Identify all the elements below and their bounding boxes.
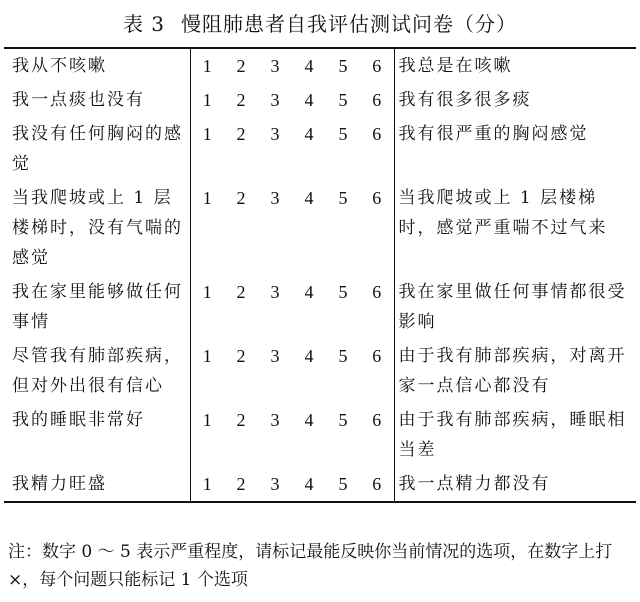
- score-option-6[interactable]: 6: [360, 48, 394, 83]
- score-option-2[interactable]: 2: [236, 188, 246, 208]
- score-option-5[interactable]: 5: [338, 188, 348, 208]
- score-option-1[interactable]: 1: [190, 275, 224, 339]
- right-statement: 我总是在咳嗽: [394, 48, 636, 83]
- score-option-5[interactable]: 5: [338, 346, 348, 366]
- score-option-4[interactable]: 4: [304, 188, 314, 208]
- table-number: 表 3: [122, 12, 166, 36]
- score-option-4[interactable]: 4: [304, 346, 314, 366]
- cat-questionnaire-table: [4, 47, 636, 503]
- left-statement: 我精力旺盛: [4, 467, 190, 502]
- score-option-4[interactable]: 4: [304, 410, 314, 430]
- score-option-6[interactable]: 6: [360, 467, 394, 502]
- table-row: [4, 275, 636, 339]
- score-option-3[interactable]: 3: [270, 346, 280, 366]
- right-statement: 由于我有肺部疾病，对离开家一点信心都没有: [398, 346, 627, 396]
- score-option-6[interactable]: 6: [360, 339, 394, 403]
- score-option-4[interactable]: 4: [304, 282, 314, 302]
- score-option-6[interactable]: 6: [360, 83, 394, 117]
- score-option-6[interactable]: 6: [360, 117, 394, 181]
- score-option-2[interactable]: 2: [224, 48, 258, 83]
- score-option-4[interactable]: 4: [292, 48, 326, 83]
- score-option-1[interactable]: 1: [190, 181, 224, 275]
- score-option-1[interactable]: 1: [190, 117, 224, 181]
- left-statement: 我没有任何胸闷的感觉: [12, 124, 183, 174]
- score-option-6[interactable]: 6: [360, 181, 394, 275]
- table-row: [4, 339, 636, 403]
- score-option-3[interactable]: 3: [270, 282, 280, 302]
- score-option-4[interactable]: 4: [304, 124, 314, 144]
- score-option-3[interactable]: 3: [270, 410, 280, 430]
- table-row: [4, 181, 636, 275]
- score-option-1[interactable]: 1: [190, 467, 224, 502]
- score-option-2[interactable]: 2: [236, 346, 246, 366]
- table-caption: 慢阻肺患者自我评估测试问卷（分）: [181, 12, 518, 36]
- left-statement: 我的睡眠非常好: [12, 410, 145, 430]
- score-option-3[interactable]: 3: [258, 48, 292, 83]
- right-statement: 由于我有肺部疾病，睡眠相当差: [398, 410, 627, 460]
- score-option-1[interactable]: 1: [190, 83, 224, 117]
- score-option-6[interactable]: 6: [360, 403, 394, 467]
- left-statement: 当我爬坡或上 1 层楼梯时，没有气喘的感觉: [12, 188, 183, 268]
- right-statement: 我有很严重的胸闷感觉: [398, 124, 589, 144]
- right-statement: 我在家里做任何事情都很受影响: [398, 282, 627, 332]
- score-option-3[interactable]: 3: [270, 188, 280, 208]
- score-option-2[interactable]: 2: [224, 467, 258, 502]
- score-option-5[interactable]: 5: [338, 410, 348, 430]
- score-option-5[interactable]: 5: [338, 90, 348, 110]
- score-option-6[interactable]: 6: [360, 275, 394, 339]
- score-option-5[interactable]: 5: [326, 48, 360, 83]
- score-option-5[interactable]: 5: [338, 282, 348, 302]
- score-option-3[interactable]: 3: [270, 124, 280, 144]
- score-option-4[interactable]: 4: [304, 90, 314, 110]
- table-row: [4, 403, 636, 467]
- score-option-1[interactable]: 1: [190, 48, 224, 83]
- score-option-1[interactable]: 1: [190, 339, 224, 403]
- left-statement: 尽管我有肺部疾病，但对外出很有信心: [12, 346, 183, 396]
- score-option-2[interactable]: 2: [236, 124, 246, 144]
- table-row: [4, 117, 636, 181]
- table-title: [0, 8, 640, 37]
- score-option-5[interactable]: 5: [326, 467, 360, 502]
- score-option-4[interactable]: 4: [292, 467, 326, 502]
- score-option-2[interactable]: 2: [236, 410, 246, 430]
- score-option-2[interactable]: 2: [236, 282, 246, 302]
- left-statement: 我在家里能够做任何事情: [12, 282, 183, 332]
- table-row: [4, 48, 636, 83]
- score-option-5[interactable]: 5: [338, 124, 348, 144]
- left-statement: 我一点痰也没有: [12, 90, 145, 110]
- right-statement: 我一点精力都没有: [394, 467, 636, 502]
- right-statement: 当我爬坡或上 1 层楼梯时，感觉严重喘不过气来: [398, 188, 608, 238]
- table-row: [4, 83, 636, 117]
- score-option-1[interactable]: 1: [190, 403, 224, 467]
- right-statement: 我有很多很多痰: [398, 90, 532, 110]
- score-option-3[interactable]: 3: [258, 467, 292, 502]
- left-statement: 我从不咳嗽: [4, 48, 190, 83]
- table-footnote: 注：数字 0 ～ 5 表示严重程度，请标记最能反映你当前情况的选项，在数字上打 ×，每个问题只能标记 1 个选项: [8, 542, 613, 590]
- score-option-2[interactable]: 2: [236, 90, 246, 110]
- table-row: [4, 467, 636, 502]
- score-option-3[interactable]: 3: [270, 90, 280, 110]
